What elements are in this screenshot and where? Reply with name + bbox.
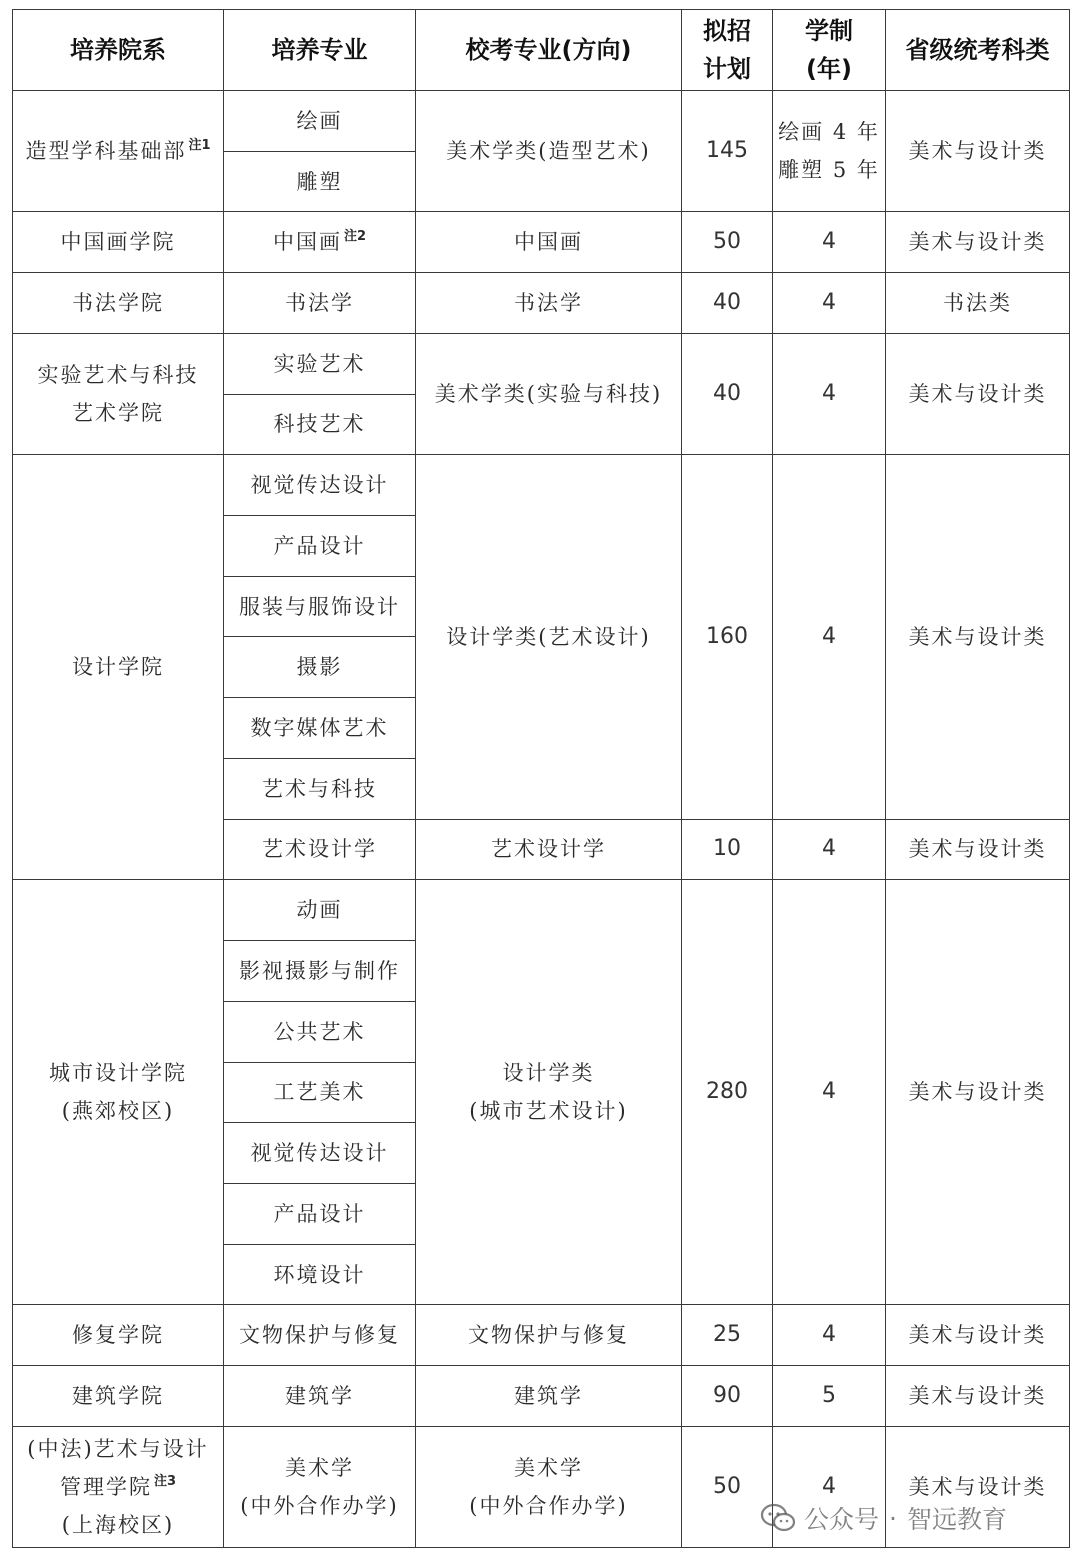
- watermark-account-name: 智远教育: [906, 1505, 1007, 1534]
- plan-cell: 40: [682, 273, 773, 334]
- department-cell: 设计学院: [13, 455, 224, 880]
- major-cell: 影视摄影与制作: [224, 941, 416, 1002]
- plan-cell: 10: [682, 819, 773, 880]
- department-line: 艺术学院: [72, 401, 164, 426]
- major-line: (中外合作办学): [240, 1493, 399, 1518]
- header-duration-line2: (年): [806, 55, 852, 83]
- table-row: [13, 1305, 1070, 1366]
- major-cell: 环境设计: [224, 1244, 416, 1305]
- major-cell: 公共艺术: [224, 1001, 416, 1062]
- duration-cell: 4: [773, 819, 886, 880]
- exam-major-cell: 美术学类(实验与科技): [416, 333, 682, 454]
- duration-cell: 4: [773, 333, 886, 454]
- major-cell: 艺术设计学: [224, 819, 416, 880]
- category-cell: 美术与设计类: [886, 880, 1070, 1305]
- major-cell: 科技艺术: [224, 394, 416, 455]
- plan-cell: 50: [682, 212, 773, 273]
- plan-cell: 145: [682, 91, 773, 212]
- duration-cell: 4: [773, 455, 886, 819]
- major-cell: 实验艺术: [224, 333, 416, 394]
- major-cell: 服装与服饰设计: [224, 576, 416, 637]
- major-cell: 建筑学: [224, 1366, 416, 1427]
- table-row: [13, 880, 1070, 941]
- department-cell: [13, 333, 224, 454]
- category-cell: 美术与设计类: [886, 1426, 1070, 1547]
- exam-major-cell: 书法学: [416, 273, 682, 334]
- department-line: 城市设计学院: [49, 1061, 187, 1086]
- header-department: 培养院系: [13, 10, 224, 91]
- table-row: [13, 1366, 1070, 1427]
- department-cell: [13, 880, 224, 1305]
- wechat-logo-icon: [760, 1503, 796, 1533]
- header-row: [13, 10, 1070, 91]
- plan-cell: 160: [682, 455, 773, 819]
- category-cell: 美术与设计类: [886, 333, 1070, 454]
- major-cell: 书法学: [224, 273, 416, 334]
- exam-major-line: 设计学类: [502, 1061, 595, 1086]
- watermark-separator: ·: [889, 1503, 897, 1533]
- department-line: (上海校区): [61, 1512, 175, 1537]
- header-major: 培养专业: [224, 10, 416, 91]
- duration-line: 雕塑 5 年: [778, 158, 880, 183]
- header-exam-major: 校考专业(方向): [416, 10, 682, 91]
- footnote-marker: 注3: [153, 1473, 177, 1489]
- plan-cell: 280: [682, 880, 773, 1305]
- header-plan-line1: 拟招: [703, 17, 751, 45]
- exam-major-cell: 中国画: [416, 212, 682, 273]
- duration-cell: 5: [773, 1366, 886, 1427]
- duration-cell: [773, 91, 886, 212]
- plan-cell: 90: [682, 1366, 773, 1427]
- category-cell: 美术与设计类: [886, 1305, 1070, 1366]
- department-cell: 建筑学院: [13, 1366, 224, 1427]
- watermark-label: 公众号: [804, 1505, 880, 1534]
- table-row: [13, 91, 1070, 152]
- major-name: 中国画: [272, 230, 342, 255]
- major-cell: 绘画: [224, 91, 416, 152]
- major-cell: 产品设计: [224, 516, 416, 577]
- major-cell: 视觉传达设计: [224, 455, 416, 516]
- department-cell: [13, 1426, 224, 1547]
- duration-cell: 4: [773, 273, 886, 334]
- major-cell: 摄影: [224, 637, 416, 698]
- department-line: (燕郊校区): [61, 1099, 175, 1124]
- exam-major-cell: [416, 1426, 682, 1547]
- department-cell: 中国画学院: [13, 212, 224, 273]
- department-line: 实验艺术与科技: [37, 363, 199, 388]
- header-plan-line2: 计划: [703, 55, 751, 83]
- footnote-marker: 注1: [188, 138, 211, 154]
- table-row: [13, 333, 1070, 394]
- plan-cell: 25: [682, 1305, 773, 1366]
- duration-cell: 4: [773, 212, 886, 273]
- department-line-text: 管理学院: [59, 1474, 152, 1499]
- category-cell: 书法类: [886, 273, 1070, 334]
- category-cell: 美术与设计类: [886, 819, 1070, 880]
- exam-major-cell: 建筑学: [416, 1366, 682, 1427]
- plan-cell: 40: [682, 333, 773, 454]
- department-cell: 修复学院: [13, 1305, 224, 1366]
- department-line: [17, 1468, 219, 1506]
- department-cell: 书法学院: [13, 273, 224, 334]
- major-cell: [224, 1426, 416, 1547]
- table-row: [13, 273, 1070, 334]
- exam-major-cell: 文物保护与修复: [416, 1305, 682, 1366]
- exam-major-line: (城市艺术设计): [469, 1099, 628, 1124]
- table-row: [13, 455, 1070, 516]
- duration-cell: 4: [773, 1426, 886, 1547]
- major-cell: 动画: [224, 880, 416, 941]
- category-cell: 美术与设计类: [886, 212, 1070, 273]
- exam-major-line: 美术学: [514, 1455, 583, 1480]
- department-line: (中法)艺术与设计: [27, 1436, 209, 1461]
- admission-plan-table: [12, 9, 1070, 1548]
- major-cell: [224, 212, 416, 273]
- header-duration-line1: 学制: [805, 17, 853, 45]
- exam-major-cell: 设计学类(艺术设计): [416, 455, 682, 819]
- department-name: 造型学科基础部: [25, 139, 187, 164]
- exam-major-line: (中外合作办学): [469, 1493, 628, 1518]
- major-cell: 数字媒体艺术: [224, 698, 416, 759]
- plan-cell: 50: [682, 1426, 773, 1547]
- major-line: 美术学: [285, 1455, 354, 1480]
- major-cell: 视觉传达设计: [224, 1123, 416, 1184]
- duration-cell: 4: [773, 880, 886, 1305]
- duration-cell: 4: [773, 1305, 886, 1366]
- major-cell: 工艺美术: [224, 1062, 416, 1123]
- category-cell: 美术与设计类: [886, 1366, 1070, 1427]
- wechat-watermark: [760, 1498, 1007, 1538]
- header-category: 省级统考科类: [886, 10, 1070, 91]
- duration-line: 绘画 4 年: [778, 120, 880, 145]
- exam-major-cell: 艺术设计学: [416, 819, 682, 880]
- major-cell: 文物保护与修复: [224, 1305, 416, 1366]
- major-cell: 产品设计: [224, 1183, 416, 1244]
- exam-major-cell: 美术学类(造型艺术): [416, 91, 682, 212]
- category-cell: 美术与设计类: [886, 91, 1070, 212]
- category-cell: 美术与设计类: [886, 455, 1070, 819]
- exam-major-cell: [416, 880, 682, 1305]
- major-cell: 雕塑: [224, 151, 416, 212]
- major-cell: 艺术与科技: [224, 758, 416, 819]
- table-row: [13, 212, 1070, 273]
- header-duration: [773, 10, 886, 91]
- header-plan: [682, 10, 773, 91]
- department-cell: [13, 91, 224, 212]
- footnote-marker: 注2: [343, 229, 367, 245]
